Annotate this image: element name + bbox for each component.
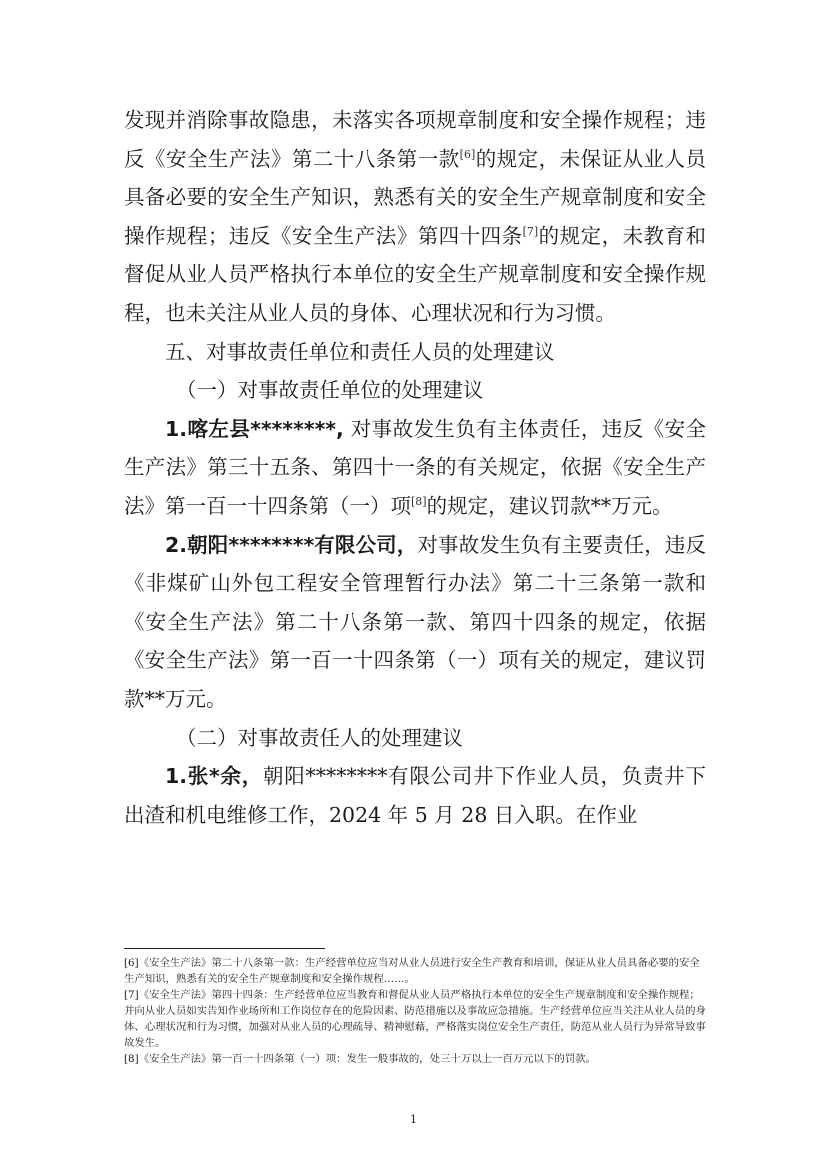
section-heading-5: 五、对事故责任单位和责任人员的处理建议 <box>165 339 555 364</box>
paragraph-violations <box>124 101 706 333</box>
footnote-divider <box>124 948 325 949</box>
item-text: 对事故发生负有主要责任，违反《非煤矿山外包工程安全管理暂行办法》第二十三条第一款和《安全生产法》第二十八条第一款、第四十四条的规定，依据《安全生产法》第一百一十四条第（一）项有关的规定，建议罚款**万元。 <box>124 532 706 711</box>
subsection-heading-1: （一）对事故责任单位的处理建议 <box>176 378 484 403</box>
item-text: 对事故发生负有主体责任，违反《安全生产法》第三十五条、第四十一条的有关规定，依据《安全生产法》第一百一十四条第（一）项 <box>124 416 706 518</box>
item-responsible-person-1 <box>124 757 706 834</box>
item-lead: 2.朝阳********有限公司， <box>165 532 418 557</box>
paragraph-text: 的规定，未保证从业人员具备必要的安全生产知识，熟悉有关的安全生产规章制度和安全操作规程；违反《安全生产法》第四十四条 <box>124 146 707 248</box>
footnote-7: [7]《安全生产法》第四十四条：生产经营单位应当教育和督促从业人员严格执行本单位的安全生产规章制度和安全操作规程；并向从业人员如实告知作业场所和工作岗位存在的危险因素、防范措施以及事故应急措施。生产经营单位应当关注从业人员的身体、心理状况和行为习惯，加强对从业人员的心理疏导、精神慰藉，严格落实岗位安全生产责任，防范从业人员行为异常导致事故发生。 <box>124 989 706 1049</box>
footnote-ref-8[interactable]: [8] <box>411 495 427 509</box>
item-text: 朝阳********有限公司井下作业人员，负责井下出渣和机电维修工作，2024 年 5 月 28 日入职。在作业 <box>124 764 707 827</box>
item-responsible-unit-2 <box>124 526 706 719</box>
item-responsible-unit-1 <box>124 410 706 526</box>
paragraph-text: 发现并消除事故隐患，未落实各项规章制度和安全操作规程；违反《安全生产法》第二十八条第一款 <box>124 108 706 171</box>
item-lead: 1.喀左县********, <box>165 416 344 441</box>
document-body <box>124 101 706 834</box>
footnote-8: [8]《安全生产法》第一百一十四条第（一）项：发生一般事故的，处三十万以上一百万元以下的罚款。 <box>124 1053 596 1065</box>
footnote-ref-6[interactable]: [6] <box>459 147 476 161</box>
item-text: 的规定，建议罚款**万元。 <box>426 493 673 518</box>
subsection-heading-2: （二）对事故责任人的处理建议 <box>176 725 463 750</box>
footnotes <box>124 955 706 1067</box>
footnote-ref-7[interactable]: [7] <box>522 224 539 238</box>
paragraph-text: 的规定，未教育和督促从业人员严格执行本单位的安全生产规章制度和安全操作规程，也未关注从业人员的身体、心理状况和行为习惯。 <box>124 223 707 325</box>
item-lead: 1.张*余， <box>165 764 263 789</box>
footnote-6: [6]《安全生产法》第二十八条第一款：生产经营单位应当对从业人员进行安全生产教育和培训，保证从业人员具备必要的安全生产知识，熟悉有关的安全生产规章制度和安全操作规程……。 <box>124 957 700 985</box>
page-number: 1 <box>410 1113 417 1126</box>
